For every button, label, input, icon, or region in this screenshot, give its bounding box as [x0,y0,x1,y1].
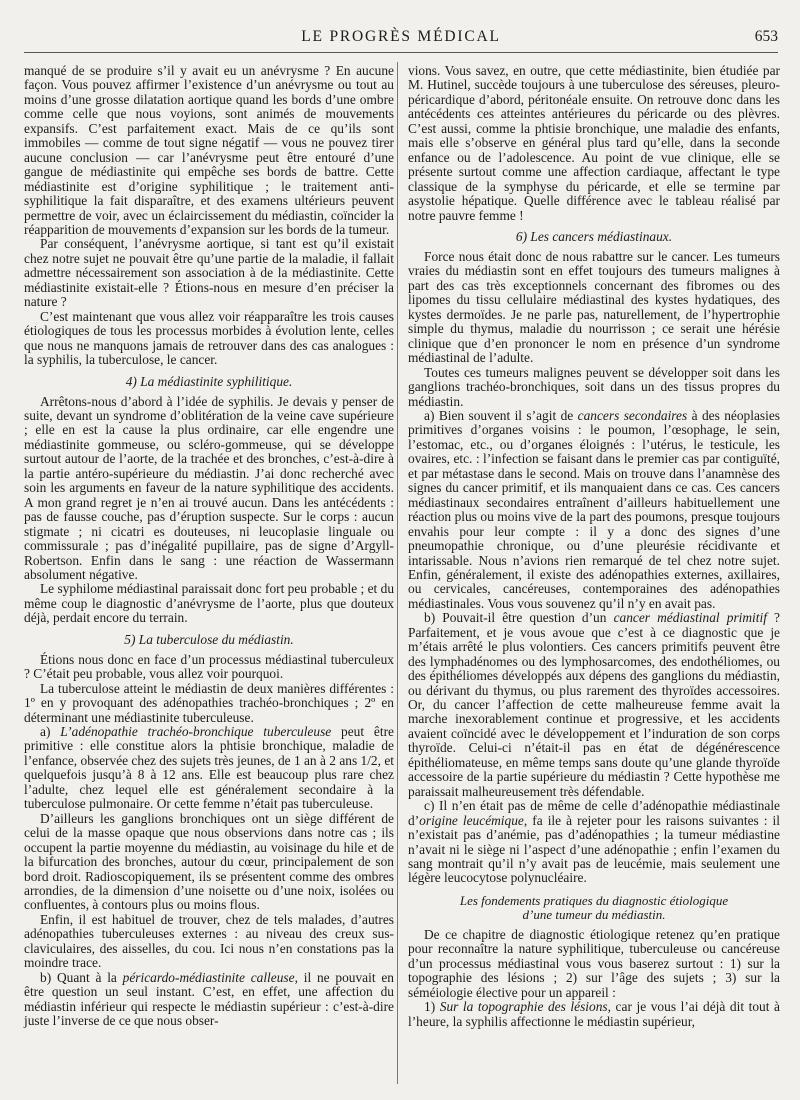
paragraph: Arrêtons-nous d’abord à l’idée de syphilis. Je devais y penser de suite, devant un syndrome d’oblitération de la veine cave supérieure ; elle en est la cause la plus ordinaire, car elle engendre une médiastinite gommeuse, ou scléro-gommeuse, qui se développe surtout autour de l’aorte, de la trachée et des bronches, c’est-à-dire à la partie antéro-supérieure du médiastin. J’ai donc recherché avec soin les arguments en faveur de la nature syphilitique des accidents. A mon grand regret je n’en ai trouvé aucun. Dans les antécédents : pas de fausse couche, pas d’éruption suspecte. Sur le corps : aucun stigmate ; ni cicatri es douteuses, ni leucoplasie linguale ou commissurale ; pas d’inégalité pupillaire, pas de signe d’Argyll-Robertson. Enfin dans le sang : une réaction de Wassermann absolument négative. [24,393,394,582]
paragraph: a) Bien souvent il s’agit de cancers secondaires à des néoplasies primitives d’organes voisins : le poumon, l’œsophage, le sein, l’estomac, etc., ou d’organes éloignés : l’utérus, le testicule, les ovaires, etc. : l’infection se faisant dans le premier cas par contiguïté, et par métastase dans le second. Mais on trouve dans l’anamnèse des signes du cancer primitif, et ils manquaient dans ce cas. Ces cancers médiastinaux secondaires entraînent d’ailleurs habituellement une réaction plus ou moins vive de la part des poumons, presque toujours envahis pour leur compte : il y a donc des signes d’une pneumopathie chronique, ou d’une pleurésie récidivante et intarissable. Nous n’avions rien remarqué de tel chez notre sujet. Enfin, généralement, il existe des adénopathies externes, axillaires, ou cervicales, cancéreuses, contemporaines des adénopathies médiastinales. Vous vous souvenez qu’il n’y en avait pas. [408,407,780,611]
paragraph: vions. Vous savez, en outre, que cette médiastinite, bien étudiée par M. Hutinel, succède toujours à une tuberculose des séreuses, pleuro-péricardique d’abord, péritonéale ensuite. On retrouve donc dans les antécédents ces atteintes antérieures du péricarde ou des plèvres. C’est aussi, comme la phtisie bronchique, une maladie des enfants, mais elle s’observe en général plus tard qu’elle, dans la seconde enfance ou de l’adolescence. Au point de vue clinique, elle se présente surtout comme une affection cardiaque, affectant le type classique de la symphyse du péricarde, et elle se termine par asystolie hépatique. Quelle différence avec le tableau réalisé par notre pauvre femme ! [408,63,780,223]
running-header [24,20,778,53]
right-column [408,64,780,1029]
paragraph: manqué de se produire s’il y avait eu un anévrysme ? En aucune façon. Vous pouvez affirmer l’existence d’un anévrysme ou tout au moins d’une grosse dilatation aortique quand les bords d’une ombre comme celle que nous voyions, sont animés de mouvements expansifs. C’est parfaitement exact. Mais de ce qu’ils sont immobiles — comme de tout signe négatif — vous ne pouvez tirer aucune conclusion — car l’anévrysme peut être entouré d’une gangue de médiastinite qui empêche ses bords de battre. Cette médiastinite est d’origine syphilitique ; le traitement anti-syphilitique la fait disparaître, et des examens ultérieurs peuvent permettre de voir, avec un éclaircissement du médiastin, coïncider la réapparition de mouvements d’expansion sur les bords de la tumeur. [24,63,394,237]
paragraph: Étions nous donc en face d’un processus médiastinal tuberculeux ? C’était peu probable, vous allez voir pourquoi. [24,651,394,682]
column-divider [397,62,398,1084]
paragraph: Toutes ces tumeurs malignes peuvent se développer soit dans les ganglions trachéo-bronchiques, soit dans un des tissus propres du médiastin. [408,364,780,409]
paragraph: C’est maintenant que vous allez voir réapparaître les trois causes étiologiques de tous les processus morbides à évolution lente, celles que nous ne manquons jamais de retrouver dans des cas analogues : la syphilis, la tuberculose, le cancer. [24,308,394,368]
paragraph: Par conséquent, l’anévrysme aortique, si tant est qu’il existait chez notre sujet ne pouvait être qu’une partie de la maladie, il fallait admettre nécessairement son association à de la médiastinite. Cette médiastinite existait-elle ? Étions-nous en mesure d’en préciser la nature ? [24,236,394,310]
paragraph: Force nous était donc de nous rabattre sur le cancer. Les tumeurs vraies du médiastin sont en effet toujours des tumeurs malignes à part des cas très exceptionnels concernant des fibromes ou des lipomes du tissu cellulaire médiastinal des kystes hydatiques, des kystes dermoïdes. Je ne parle pas, naturellement, de l’hypertrophie simple du thymus, maladie du nourrisson ; ce serait une hérésie clinique que d’en prononcer le nom en présence d’un syndrome médiastinal de l’adulte. [408,248,780,366]
page-number: 653 [754,28,778,45]
section-heading-fondements: Les fondements pratiques du diagnostic étiologique d’une tumeur du médiastin. [459,892,729,922]
paragraph: a) L’adénopathie trachéo-bronchique tuberculeuse peut être primitive : elle constitue alors la phtisie bronchique, maladie de l’enfance, observée chez des sujets très jeunes, de 1 an à 2 ans 1/2, et quelquefois jusqu’à 8 à 12 ans. Elle est beaucoup plus rare chez l’adulte, chez lequel elle est généralement secondaire à la tuberculose pulmonaire. Or cette femme n’était pas tuberculeuse. [24,724,394,812]
section-heading-tuberculose: 5) La tuberculose du médiastin. [124,631,294,647]
paragraph: b) Pouvait-il être question d’un cancer médiastinal primitif ? Parfaitement, et je vous avoue que c’est à ce diagnostic que je m’étais arrêté le plus volontiers. Ces cancers primitifs peuvent être des lymphadénomes ou des lymphosarcomes, des endothéliomes, ou des épithéliomes développés aux dépens des ganglions du médiastin, ou dérivant du thymus, ou plus rarement des thyroïdes accessoires. Or, du cancer l’affection de cette malheureuse femme avait la marche inexorablement continue et progressive, et les accidents avaient coïncidé avec le développement et l’induration de son corps thyroïde. Celui-ci n’était-il pas en état de dégénérescence épithéliomateuse, en même temps sans doute qu’une glande thyroïde accessoire de la partie supérieure du médiastin ? Cette hypothèse me paraissait malheureusement très défendable. [408,610,781,799]
journal-title: LE PROGRÈS MÉDICAL [301,28,501,45]
paragraph: La tuberculose atteint le médiastin de deux manières différentes : 1º en y provoquant des adénopathies trachéo-bronchiques ; 2º en déterminant une médiastinite tuberculeuse. [24,680,394,725]
paragraph: Enfin, il est habituel de trouver, chez de tels malades, d’autres adénopathies tuberculeuses externes : au niveau des creux sus-claviculaires, des aisselles, du cou. Ici nous n’en constations pas la moindre trace. [24,911,394,971]
paragraph: c) Il n’en était pas de même de celle d’adénopathie médiastinale d’origine leucémique, fa ile à rejeter pour les raisons suivantes : il n’existait pas d’anémie, pas d’adénopathies ; la tumeur médiastine n’avait ni le siège ni l’aspect d’une adénopathie ; enfin l’examen du sang montrait qu’il n’y avait pas de leucémie, mais seulement une légère leucocytose polynucléaire. [408,798,780,886]
paragraph: 1) Sur la topographie des lésions, car je vous l’ai déjà dit tout à l’heure, la syphilis affectionne le médiastin supérieur, [408,999,781,1029]
paragraph: Le syphilome médiastinal paraissait donc fort peu probable ; et du même coup le diagnostic d’anévrysme de l’aorte, plus que douteux déjà, perdait encore du terrain. [24,581,395,626]
paragraph: D’ailleurs les ganglions bronchiques ont un siège différent de celui de la masse opaque que nous observions dans notre cas ; ils occupent la partie moyenne du médiastin, au voisinage du hile et de la bifurcation des bronches, autour du cœur, principalement de son bord droit. Radioscopiquement, ils se présentent comme des ombres arrondies, de la dimension d’une noisette ou d’une noix, isolées ou confluentes, à contours plus ou moins flous. [24,810,394,913]
left-column [24,64,394,1029]
section-heading-cancers: 6) Les cancers médiastinaux. [515,228,673,244]
paragraph: b) Quant à la péricardo-médiastinite calleuse, il ne pouvait en être question un seul instant. C’est, en effet, une affection du médiastin inférieur qui respecte le médiastin supérieur : c’est-à-dire juste l’inverse de ce que nous obser- [24,969,394,1029]
section-heading-syphilis: 4) La médiastinite syphilitique. [125,373,293,389]
paragraph: De ce chapitre de diagnostic étiologique retenez qu’en pratique pour reconnaître la nature syphilitique, tuberculeuse ou cancéreuse d’un processus médiastinal vous vous baserez surtout : 1) sur la topographie des lésions ; 2) sur l’âge des sujets ; 3) sur la séméiologie élective pour un appareil : [408,926,780,1000]
